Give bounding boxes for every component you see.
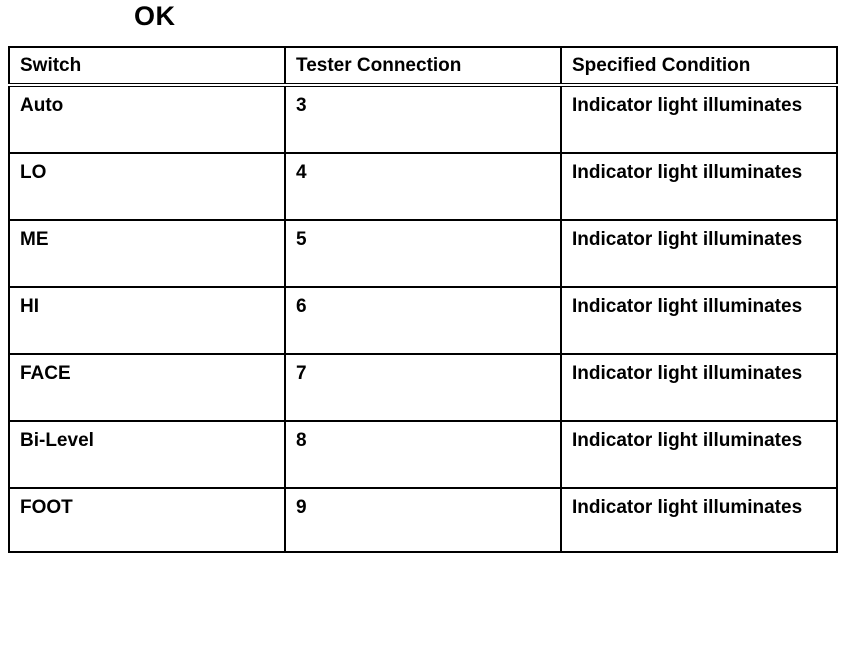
cell-connection: 5 — [285, 220, 561, 287]
cell-connection: 4 — [285, 153, 561, 220]
table-row — [9, 85, 837, 153]
header-row — [9, 47, 837, 85]
cell-switch: FACE — [9, 354, 285, 421]
table-row — [9, 354, 837, 421]
header-specified-condition: Specified Condition — [561, 47, 837, 85]
cell-connection: 6 — [285, 287, 561, 354]
cell-condition: Indicator light illuminates — [561, 85, 837, 153]
table-row — [9, 287, 837, 354]
header-tester-connection: Tester Connection — [285, 47, 561, 85]
cell-switch: FOOT — [9, 488, 285, 552]
table-row — [9, 153, 837, 220]
cell-condition: Indicator light illuminates — [561, 421, 837, 488]
cell-switch: Auto — [9, 85, 285, 153]
cell-switch: ME — [9, 220, 285, 287]
cell-switch: Bi-Level — [9, 421, 285, 488]
ok-title: OK — [134, 1, 176, 31]
cell-condition: Indicator light illuminates — [561, 287, 837, 354]
header-switch: Switch — [9, 47, 285, 85]
cell-connection: 8 — [285, 421, 561, 488]
table-row — [9, 421, 837, 488]
cell-connection: 7 — [285, 354, 561, 421]
cell-connection: 3 — [285, 85, 561, 153]
switch-spec-table — [8, 46, 838, 553]
cell-condition: Indicator light illuminates — [561, 153, 837, 220]
cell-switch: LO — [9, 153, 285, 220]
table-row — [9, 488, 837, 552]
cell-condition: Indicator light illuminates — [561, 488, 837, 552]
table-body — [9, 85, 837, 552]
table-row — [9, 220, 837, 287]
table-header — [9, 47, 837, 85]
cell-condition: Indicator light illuminates — [561, 220, 837, 287]
cell-condition: Indicator light illuminates — [561, 354, 837, 421]
cell-connection: 9 — [285, 488, 561, 552]
cell-switch: HI — [9, 287, 285, 354]
